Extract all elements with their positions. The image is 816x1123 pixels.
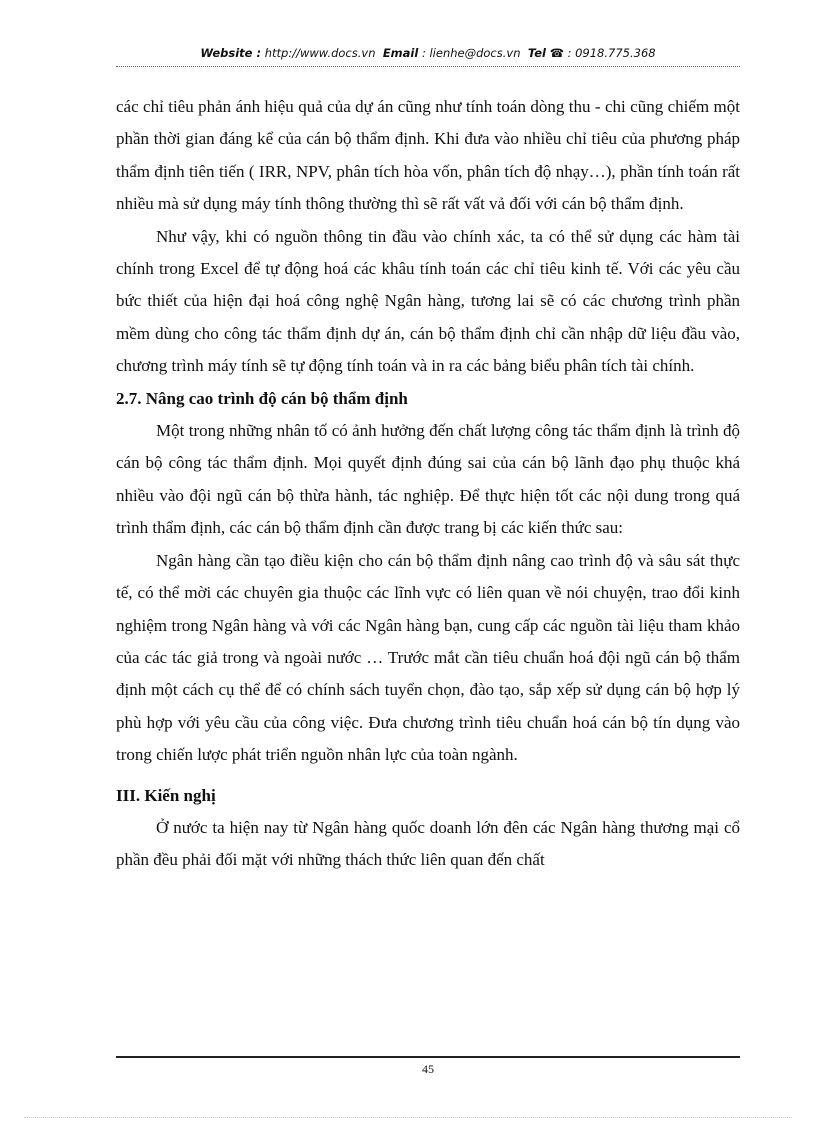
paragraph-2: Như vậy, khi có nguồn thông tin đầu vào chính xác, ta có thể sử dụng các hàm tài chính trong Excel để tự động hoá các khâu tính toán các chỉ tiêu kinh tế. Với các yêu cầu bức thiết của hiện đại hoá công nghệ Ngân hàng, tương lai sẽ có các chương trình phần mềm dùng cho công tác thẩm định dự án, cán bộ thẩm định chỉ cần nhập dữ liệu đầu vào, chương trình máy tính sẽ tự động tính toán và in ra các bảng biểu phân tích tài chính.: [116, 226, 740, 376]
website-url: http://www.docs.vn: [264, 46, 376, 60]
website-label: Website :: [200, 46, 262, 60]
page-number: 45: [422, 1062, 434, 1076]
footer-divider: [116, 1056, 740, 1058]
section-heading-3: III. Kiến nghị: [116, 785, 216, 805]
email-address: : lienhe@docs.vn: [421, 46, 521, 60]
tel-label: Tel: [527, 46, 546, 60]
page-header: [116, 46, 740, 60]
section-heading-2-7: 2.7. Nâng cao trình độ cán bộ thẩm định: [116, 388, 408, 408]
page-bottom-border: [24, 1117, 792, 1118]
document-body: [116, 91, 740, 877]
telephone-icon: ☎: [549, 46, 564, 60]
header-divider: [116, 66, 740, 67]
paragraph-1: các chỉ tiêu phản ánh hiệu quả của dự án cũng như tính toán dòng thu - chi cũng chiếm một phần thời gian đáng kể của cán bộ thẩm định. Khi đưa vào nhiều chỉ tiêu của phương pháp thẩm định tiên tiến ( IRR, NPV, phân tích hòa vốn, phân tích độ nhạy…), phần tính toán rất nhiều mà sử dụng máy tính thông thường thì sẽ rất vất vả đối với cán bộ thẩm định.: [116, 97, 740, 214]
email-label: Email: [382, 46, 419, 60]
tel-number: : 0918.775.368: [567, 46, 656, 60]
paragraph-3: Một trong những nhân tố có ảnh hưởng đến chất lượng công tác thẩm định là trình độ cán bộ công tác thẩm định. Mọi quyết định đúng sai của cán bộ lãnh đạo phụ thuộc khá nhiều vào đội ngũ cán bộ thừa hành, tác nghiệp. Để thực hiện tốt các nội dung trong quá trình thẩm định, các cán bộ thẩm định cần được trang bị các kiến thức sau:: [116, 421, 740, 538]
paragraph-5: Ở nước ta hiện nay từ Ngân hàng quốc doanh lớn đên các Ngân hàng thương mại cổ phần đều phải đối mặt với những thách thức liên quan đến chất: [116, 817, 740, 870]
paragraph-4: Ngân hàng cần tạo điều kiện cho cán bộ thẩm định nâng cao trình độ và sâu sát thực tế, có thể mời các chuyên gia thuộc các lĩnh vực có liên quan về nói chuyện, trao đổi kinh nghiệm trong Ngân hàng và với các Ngân hàng bạn, cung cấp các nguồn tài liệu tham khảo của các tác giả trong và ngoài nước … Trước mắt cần tiêu chuẩn hoá đội ngũ cán bộ thẩm định một cách cụ thể để có chính sách tuyển chọn, đào tạo, sắp xếp sử dụng cán bộ hợp lý phù hợp với yêu cầu của công việc. Đưa chương trình tiêu chuẩn hoá cán bộ tín dụng vào trong chiến lược phát triển nguồn nhân lực của toàn ngành.: [116, 550, 740, 765]
